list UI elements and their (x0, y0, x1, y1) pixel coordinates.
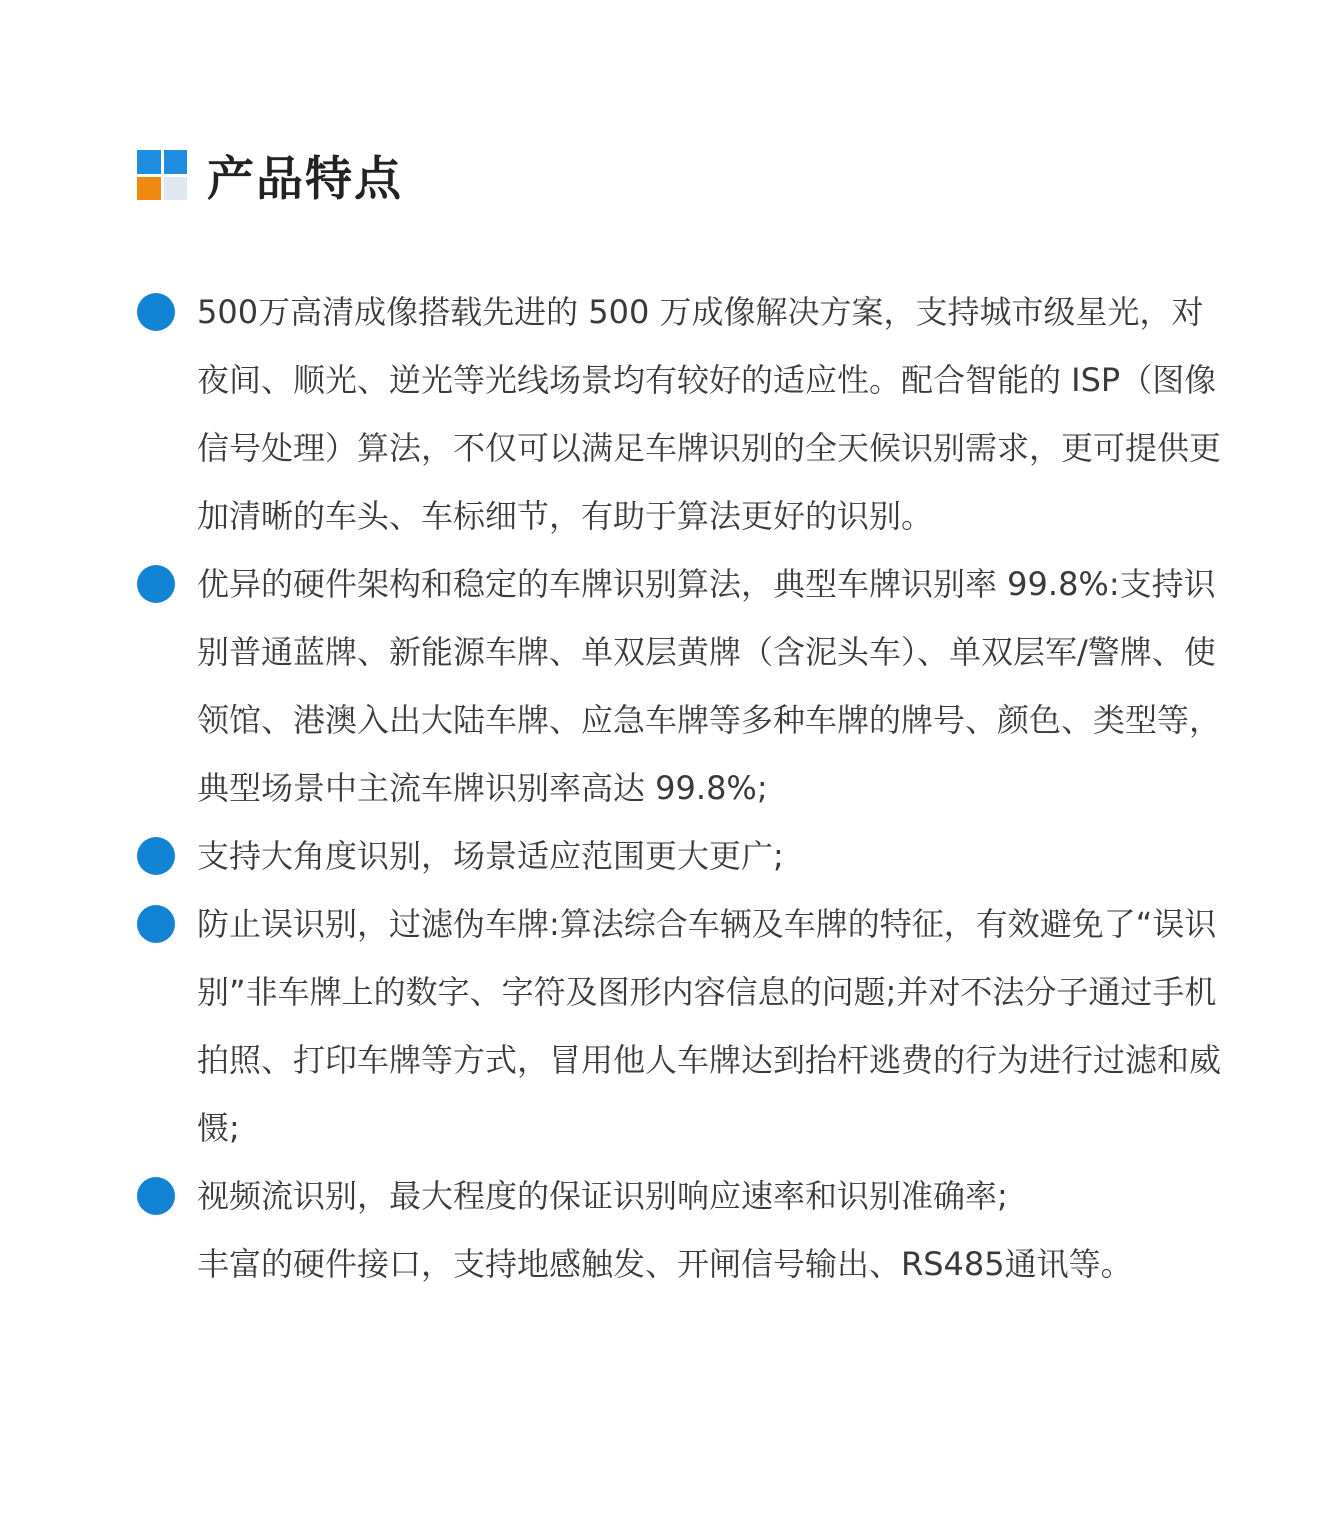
logo-square-bottom-left (137, 177, 161, 201)
feature-item (137, 550, 1227, 822)
four-squares-logo-icon (137, 150, 187, 200)
feature-text: 防止误识别，过滤伪车牌:算法综合车辆及车牌的特征，有效避免了“误识别”非车牌上的数字、字符及图形内容信息的问题;并对不法分子通过手机拍照、打印车牌等方式，冒用他人车牌达到抬杆逃费的行为进行过滤和威慑; (197, 905, 1222, 1147)
bullet-dot-icon (137, 1177, 175, 1215)
logo-square-bottom-right (164, 177, 188, 201)
feature-text: 优异的硬件架构和稳定的车牌识别算法，典型车牌识别率 99.8%:支持识别普通蓝牌、新能源车牌、单双层黄牌（含泥头车）、单双层军/警牌、使领馆、港澳入出大陆车牌、应急车牌等多种车牌的牌号、颜色、类型等，典型场景中主流车牌识别率高达 99.8%; (197, 565, 1222, 807)
bullet-dot-icon (137, 565, 175, 603)
logo-square-top-right (164, 150, 188, 174)
feature-extra-text: 丰富的硬件接口，支持地感触发、开闸信号输出、RS485通讯等。 (197, 1245, 1133, 1283)
bullet-dot-icon (137, 293, 175, 331)
feature-item (137, 278, 1227, 550)
feature-item (137, 890, 1227, 1162)
feature-text: 500万高清成像搭载先进的 500 万成像解决方案，支持城市级星光，对夜间、顺光、逆光等光线场景均有较好的适应性。配合智能的 ISP（图像信号处理）算法，不仅可以满足车牌识别的全天候识别需求，更可提供更加清晰的车头、车标细节，有助于算法更好的识别。 (197, 293, 1222, 535)
feature-item (137, 1162, 1227, 1230)
section-header (137, 148, 403, 207)
logo-square-top-left (137, 150, 161, 174)
bullet-dot-icon (137, 905, 175, 943)
section-title: 产品特点 (207, 151, 403, 207)
feature-text: 支持大角度识别，场景适应范围更大更广; (197, 837, 784, 875)
feature-text: 视频流识别，最大程度的保证识别响应速率和识别准确率; (197, 1177, 1008, 1215)
feature-list (137, 278, 1227, 1298)
feature-item (137, 822, 1227, 890)
bullet-dot-icon (137, 837, 175, 875)
